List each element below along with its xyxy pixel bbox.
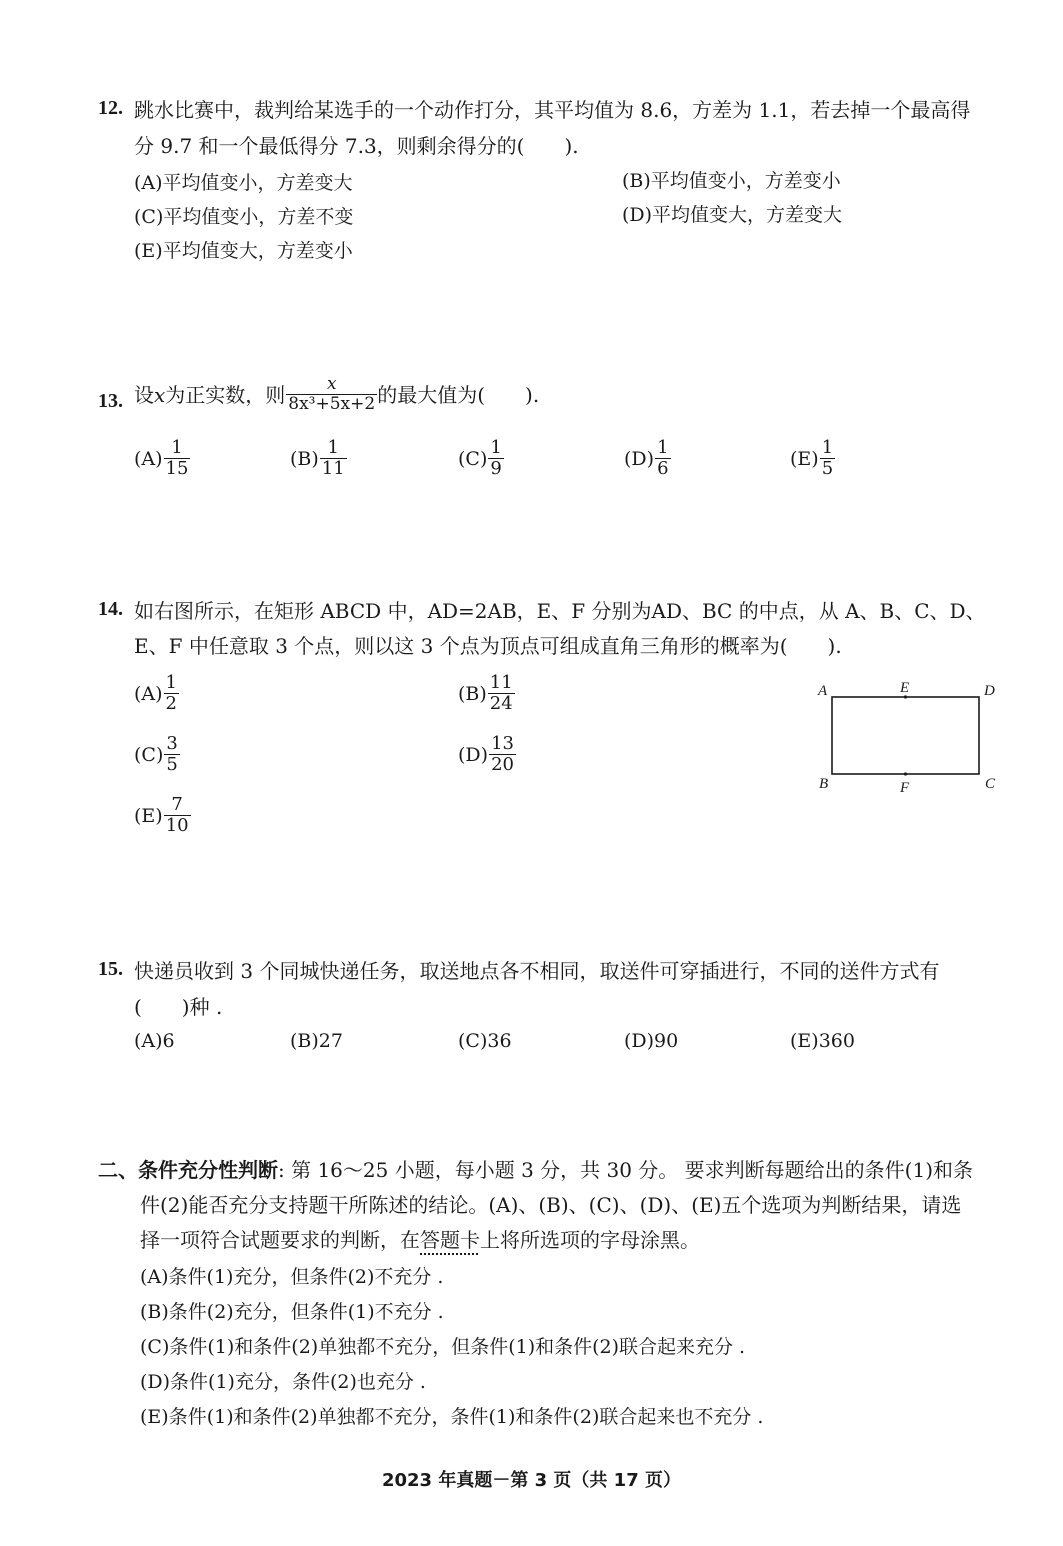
section2-option-c: (C)条件(1)和条件(2)单独都不充分，但条件(1)和条件(2)联合起来充分 . — [140, 1336, 746, 1358]
label-a: A — [818, 683, 828, 699]
q13-option-a-label: (A) — [134, 447, 163, 470]
q13-option-e — [790, 438, 835, 479]
q13-option-e-den: 5 — [821, 458, 834, 479]
section2-option-d: (D)条件(1)充分，条件(2)也充分 . — [140, 1371, 426, 1393]
q15-option-c: (C)36 — [458, 1030, 512, 1052]
q14-option-d-den: 20 — [491, 754, 514, 775]
q15-option-a: (A)6 — [134, 1030, 175, 1052]
q13-stem-post: 的最大值为( ). — [377, 382, 540, 407]
q15-stem-line1: 快递员收到 3 个同城快递任务，取送地点各不相同，取送件可穿插进行，不同的送件方式有 — [134, 959, 940, 983]
q14-option-a — [134, 673, 179, 714]
q14-option-b-label: (B) — [458, 682, 487, 705]
section2-option-e: (E)条件(1)和条件(2)单独都不充分，条件(1)和条件(2)联合起来也不充分 . — [140, 1406, 764, 1428]
q14-option-d-fraction — [489, 734, 516, 775]
q14-option-a-den: 2 — [165, 693, 177, 714]
q14-option-a-fraction — [164, 673, 179, 714]
page-footer: 2023 年真题－第 3 页（共 17 页） — [381, 1470, 681, 1491]
q13-option-a-fraction — [164, 438, 191, 479]
q13-option-d-den: 6 — [657, 458, 669, 479]
label-b: B — [819, 776, 829, 792]
section2-intro-text1: : 第 16～25 小题，每小题 3 分，共 30 分。 要求判断每题给出的条件(1)和条 — [278, 1158, 973, 1182]
q13-option-d-fraction — [655, 438, 670, 479]
q13-option-b-den: 11 — [321, 458, 345, 479]
q13-option-e-num: 1 — [821, 437, 834, 458]
q12-stem-line2: 分 9.7 和一个最低得分 7.3，则剩余得分的( ). — [134, 134, 579, 158]
q15-stem-line2: ( )种 . — [134, 995, 223, 1019]
section2-intro-text3a: 择一项符合试题要求的判断，在 — [140, 1228, 420, 1252]
q14-option-e-fraction — [164, 795, 191, 836]
q12-number: 12. — [98, 97, 123, 119]
q13-number: 13. — [98, 390, 123, 412]
q14-option-c-den: 5 — [166, 754, 178, 775]
section2-option-b: (B)条件(2)充分，但条件(1)不充分 . — [140, 1301, 444, 1323]
q13-option-b — [290, 438, 347, 479]
q13-option-b-num: 1 — [327, 437, 339, 458]
q14-option-b-fraction — [488, 673, 515, 714]
q14-option-b-den: 24 — [489, 693, 513, 714]
q12-option-e: (E)平均值变大，方差变小 — [134, 240, 353, 262]
q14-stem-line1: 如右图所示，在矩形 ABCD 中，AD=2AB，E、F 分别为AD、BC 的中点，从 A、B、C、D、 — [134, 599, 986, 623]
q14-option-b-num: 11 — [489, 672, 513, 693]
q13-variable: x — [154, 382, 166, 407]
q13-option-c-num: 1 — [490, 437, 502, 458]
q13-stem-mid: 为正实数，则 — [165, 382, 286, 407]
q14-option-c — [134, 734, 180, 775]
label-f: F — [900, 780, 910, 796]
section2-intro-text3c: 上将所选项的字母涂黑。 — [480, 1228, 700, 1252]
q14-number: 14. — [98, 598, 123, 620]
q15-option-b: (B)27 — [290, 1030, 343, 1052]
q13-option-b-label: (B) — [290, 447, 319, 470]
q12-option-a: (A)平均值变小，方差变大 — [134, 172, 353, 194]
rectangle-abcd — [832, 697, 979, 774]
q15-option-d: (D)90 — [624, 1030, 679, 1052]
q13-option-c — [458, 438, 504, 479]
q14-option-d-num: 13 — [491, 733, 514, 754]
q12-option-b: (B)平均值变小，方差变小 — [622, 170, 841, 192]
label-d: D — [984, 683, 995, 699]
q14-option-a-num: 1 — [165, 672, 177, 693]
q14-option-b — [458, 673, 515, 714]
q12-option-d: (D)平均值变大，方差变大 — [622, 204, 843, 226]
label-e: E — [900, 680, 910, 696]
q14-option-a-label: (A) — [134, 682, 163, 705]
q14-option-d — [458, 734, 516, 775]
q13-option-c-fraction — [488, 438, 503, 479]
q13-option-a — [134, 438, 190, 479]
q13-option-a-num: 1 — [171, 437, 183, 458]
section2-option-a: (A)条件(1)充分，但条件(2)不充分 . — [140, 1266, 444, 1288]
label-c: C — [985, 776, 996, 792]
q14-stem-line2: E、F 中任意取 3 个点，则以这 3 个点为顶点可组成直角三角形的概率为( ). — [134, 634, 842, 658]
q13-expression-fraction — [286, 375, 377, 414]
q14-option-c-num: 3 — [166, 733, 178, 754]
q13-option-a-den: 15 — [165, 458, 189, 479]
section2-heading: 二、条件充分性判断 — [98, 1158, 278, 1182]
q13-option-c-label: (C) — [458, 447, 488, 470]
q15-number: 15. — [98, 958, 123, 980]
q13-stem — [134, 375, 539, 414]
q14-option-d-label: (D) — [458, 743, 489, 766]
q14-option-e-label: (E) — [134, 804, 163, 827]
q13-fraction-numerator: x — [326, 374, 337, 394]
q12-option-c: (C)平均值变小，方差不变 — [134, 206, 354, 228]
q13-option-d — [624, 438, 671, 479]
q13-option-e-fraction — [820, 438, 835, 479]
q15-option-e: (E)360 — [790, 1030, 855, 1052]
section2-intro-line3 — [140, 1226, 700, 1254]
q13-option-c-den: 9 — [490, 458, 502, 479]
section2-intro-line2: 件(2)能否充分支持题干所陈述的结论。(A)、(B)、(C)、(D)、(E)五个选项为判断结果，请选 — [140, 1193, 962, 1217]
point-f — [904, 772, 907, 775]
q14-option-c-label: (C) — [134, 743, 164, 766]
q14-option-e — [134, 795, 191, 836]
q13-stem-pre: 设 — [134, 382, 154, 407]
q12-stem-line1: 跳水比赛中，裁判给某选手的一个动作打分，其平均值为 8.6，方差为 1.1，若去掉一个最高得 — [134, 98, 971, 122]
section2-intro-line1 — [98, 1156, 973, 1184]
q13-option-d-num: 1 — [657, 437, 669, 458]
q14-option-e-den: 10 — [165, 815, 189, 836]
q13-option-e-label: (E) — [790, 447, 819, 470]
q14-option-e-num: 7 — [171, 794, 183, 815]
q14-rectangle-figure — [810, 675, 1000, 800]
section2-answer-card-emphasis: 答题卡 — [420, 1228, 480, 1252]
q13-fraction-denominator: 8x³+5x+2 — [288, 394, 376, 414]
q13-option-b-fraction — [320, 438, 347, 479]
q13-option-d-label: (D) — [624, 447, 655, 470]
q14-option-c-fraction — [164, 734, 179, 775]
